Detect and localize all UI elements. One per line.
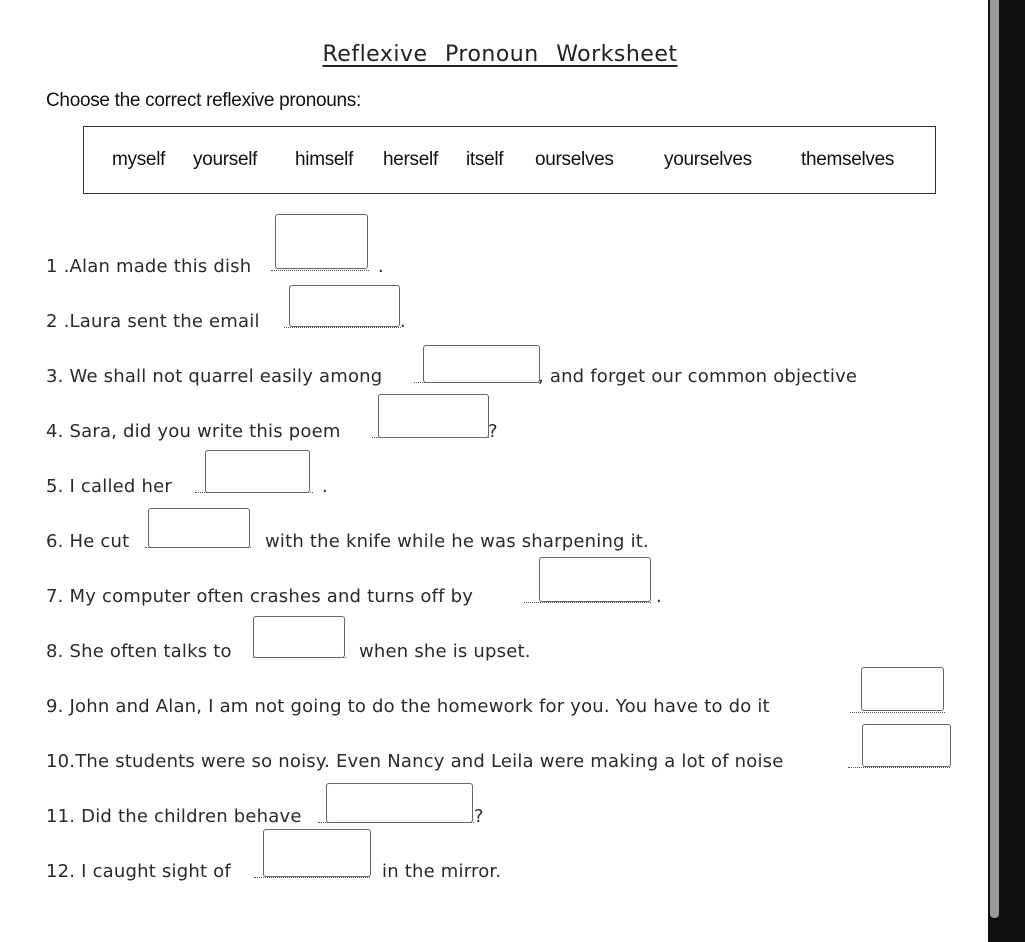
worksheet-title: Reflexive Pronoun Worksheet [322, 42, 678, 67]
answer-box-8[interactable] [253, 616, 345, 658]
word-bank [83, 126, 936, 194]
question-1-end: . [378, 256, 384, 277]
question-3-text: 3. We shall not quarrel easily among [46, 366, 383, 387]
question-5-end: . [322, 476, 328, 497]
question-4-text: 4. Sara, did you write this poem [46, 421, 341, 442]
word-bank-item: yourself [193, 149, 258, 170]
answer-line-9 [850, 712, 945, 713]
question-9-text: 9. John and Alan, I am not going to do the homework for you. You have to do it [46, 696, 770, 717]
question-1-text: 1 .Alan made this dish [46, 256, 252, 277]
answer-line-7 [524, 602, 651, 603]
word-bank-item: herself [383, 149, 438, 170]
word-bank-item: themselves [801, 149, 895, 170]
question-6-text: 6. He cut [46, 531, 130, 552]
word-bank-item: itself [466, 149, 504, 170]
answer-box-9[interactable] [861, 667, 944, 711]
answer-box-2[interactable] [289, 285, 400, 327]
answer-box-7[interactable] [539, 557, 651, 602]
answer-box-5[interactable] [205, 450, 310, 493]
answer-box-4[interactable] [378, 394, 489, 438]
answer-box-10[interactable] [862, 724, 951, 767]
question-8-end: when she is upset. [359, 641, 531, 662]
word-bank-item: myself [112, 149, 166, 170]
answer-line-1 [271, 270, 369, 271]
question-11-end: ? [474, 806, 484, 827]
question-11-text: 11. Did the children behave [46, 806, 302, 827]
answer-box-3[interactable] [423, 345, 540, 383]
question-2-end: . [400, 311, 406, 332]
answer-box-6[interactable] [148, 508, 250, 548]
question-7-end: . [656, 586, 662, 607]
question-5-text: 5. I called her [46, 476, 172, 497]
answer-line-10 [848, 767, 950, 768]
question-10-text: 10.The students were so noisy. Even Nancy and Leila were making a lot of noise [46, 751, 784, 772]
answer-line-12 [254, 877, 370, 878]
scrollbar-thumb[interactable] [990, 0, 999, 918]
answer-box-12[interactable] [263, 829, 371, 877]
answer-box-11[interactable] [326, 783, 473, 823]
word-bank-item: ourselves [535, 149, 614, 170]
question-6-end: with the knife while he was sharpening it. [265, 531, 649, 552]
question-4-end: ? [488, 421, 498, 442]
instruction-text: Choose the correct reflexive pronouns: [46, 90, 361, 111]
question-12-text: 12. I caught sight of [46, 861, 231, 882]
word-bank-item: himself [295, 149, 354, 170]
answer-line-2 [284, 327, 401, 328]
question-12-end: in the mirror. [382, 861, 502, 882]
word-bank-item: yourselves [664, 149, 752, 170]
question-7-text: 7. My computer often crashes and turns off by [46, 586, 474, 607]
question-8-text: 8. She often talks to [46, 641, 232, 662]
question-2-text: 2 .Laura sent the email [46, 311, 260, 332]
answer-box-1[interactable] [275, 214, 368, 269]
question-3-end: , and forget our common objective [538, 366, 858, 387]
